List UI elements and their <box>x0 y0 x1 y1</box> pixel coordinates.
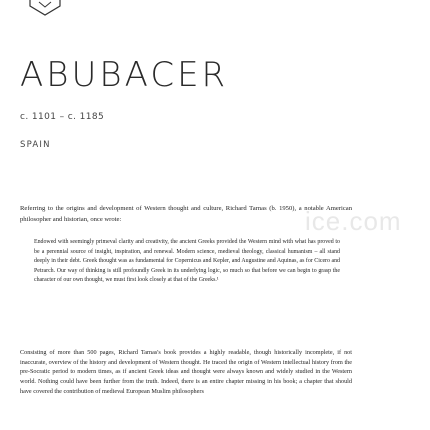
life-dates: c. 1101 – c. 1185 <box>20 112 105 122</box>
ornamental-chevron-icon <box>28 0 62 20</box>
block-quote: Endowed with seemingly primeval clarity and creativity, the ancient Greeks provided the Western mind with what has proved to be a perennial source of insight, inspiration, and renewal. Modern science, medieval theology, classical humanism – all stand deeply in their debt. Greek thought was as fundamental for Copernicus and Kepler, and Augustine and Aquinas, as for Cicero and Petrarch. Our way of thinking is still profoundly Greek in its underlying logic, so much so that before we can begin to grasp the character of our own thought, we must first look closely at that of the Greeks.¹ <box>34 239 340 284</box>
watermark: ice.com <box>305 206 402 236</box>
intro-paragraph: Referring to the origins and development of Western thought and culture, Richard Tarnas (b. 1950), a notable American philosopher and historian, once wrote: <box>20 205 352 223</box>
chapter-title: ABUBACER <box>20 55 229 95</box>
region-label: SPAIN <box>20 140 51 150</box>
body-paragraph: Consisting of more than 500 pages, Richard Tarnas's book provides a highly readable, though historically incomplete, if not inaccurate, overview of the history and development of Western thought. He traced the origin of Western intellectual history from the pre-Socratic period to modern times, as if ancient Greek ideas and thought were always known and widely studied in the Western world. Nothing could have been further from the truth. Indeed, there is an entire chapter missing in his book; a chapter that should have covered the contribution of medieval European Muslim philosophers <box>20 349 352 395</box>
